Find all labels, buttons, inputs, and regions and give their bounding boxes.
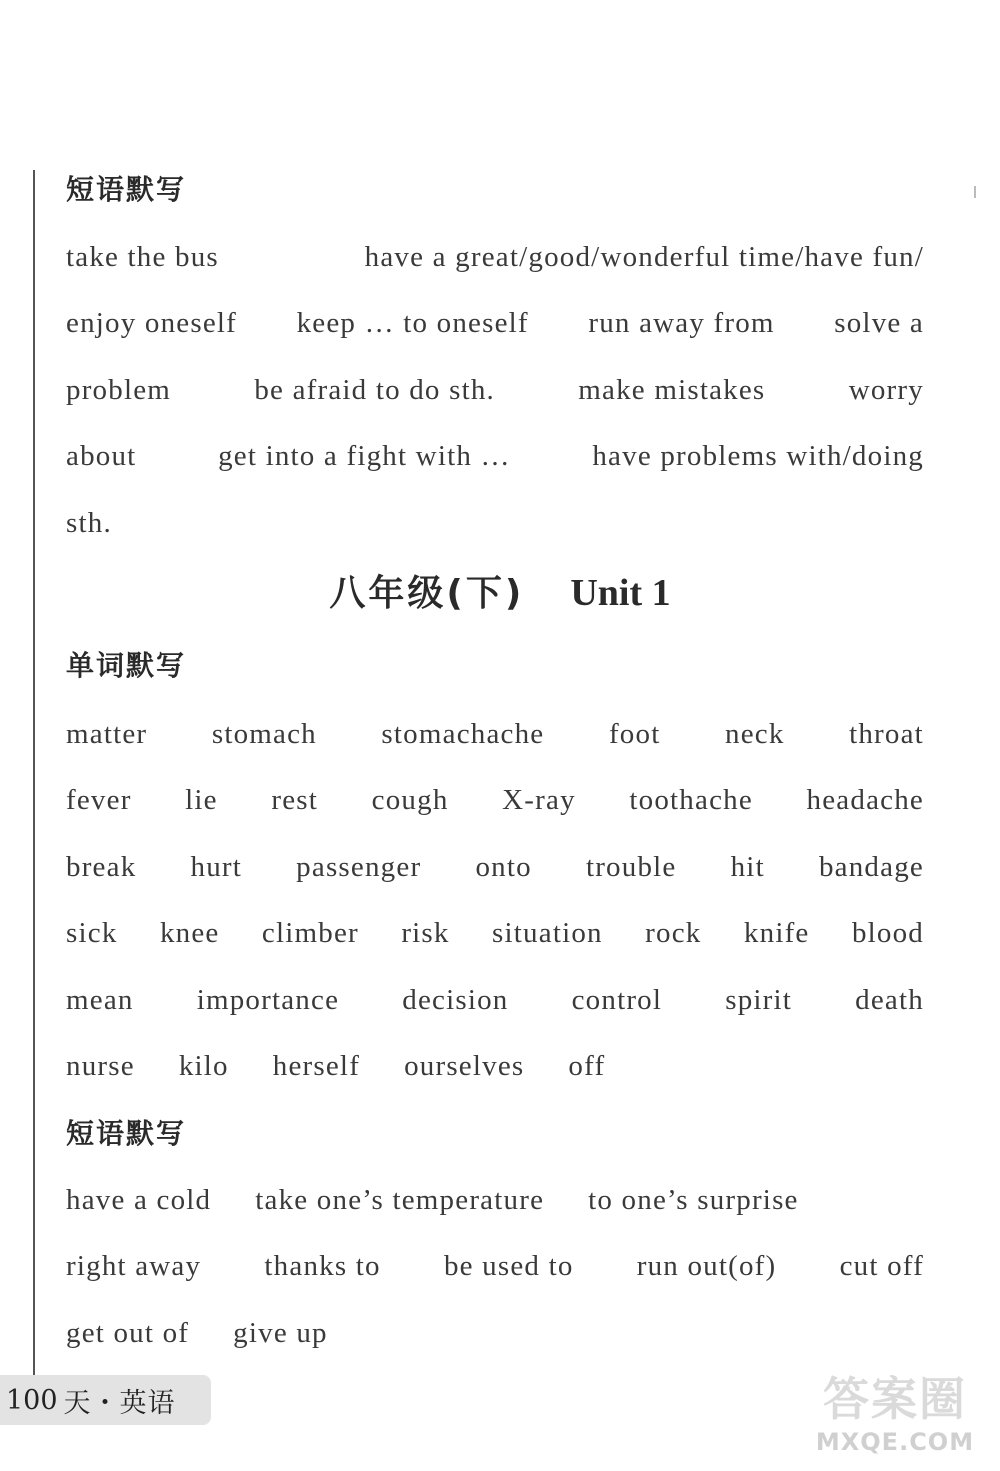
- list-item: stomach: [211, 717, 317, 750]
- list-item: risk: [401, 917, 450, 949]
- book-label: 天・英语: [63, 1387, 176, 1419]
- list-item: get into a fight with …: [218, 440, 511, 472]
- list-item: rest: [271, 784, 319, 816]
- text-row: [66, 1047, 924, 1087]
- list-item: foot: [608, 717, 661, 750]
- list-item: knife: [743, 917, 810, 949]
- list-item: situation: [492, 917, 603, 949]
- list-item: blood: [851, 917, 924, 949]
- text-row: [66, 370, 924, 410]
- footer-book-badge: [0, 1375, 211, 1425]
- list-item: ourselves: [404, 1050, 525, 1082]
- list-item: passenger: [296, 850, 422, 883]
- text-row: [66, 1180, 924, 1220]
- list-item: keep … to oneself: [296, 307, 529, 339]
- list-item: rock: [645, 917, 702, 949]
- list-item: have a great/good/wonderful time/have fun/: [364, 240, 924, 273]
- list-item: run out(of): [636, 1250, 777, 1282]
- list-item: run away from: [588, 307, 775, 339]
- list-item: be afraid to do sth.: [254, 373, 495, 406]
- list-item: off: [568, 1050, 606, 1082]
- list-item: thanks to: [264, 1250, 381, 1282]
- list-item: matter: [66, 717, 148, 750]
- list-item: toothache: [629, 784, 753, 816]
- list-item: death: [855, 983, 924, 1016]
- list-item: onto: [475, 850, 532, 883]
- list-item: sth.: [66, 506, 112, 539]
- watermark-logo: [800, 1370, 990, 1465]
- words-heading: 单词默写: [66, 649, 187, 682]
- text-row: [66, 914, 924, 954]
- left-margin-rule: [33, 170, 35, 1375]
- list-item: trouble: [585, 850, 677, 883]
- unit-title: [0, 574, 1000, 612]
- list-item: get out of: [66, 1316, 190, 1349]
- list-item: solve a: [834, 307, 924, 339]
- list-item: neck: [725, 717, 785, 750]
- list-item: right away: [66, 1250, 202, 1282]
- list-item: worry: [848, 373, 924, 406]
- list-item: stomachache: [381, 717, 545, 750]
- list-item: bandage: [818, 850, 924, 883]
- list-item: decision: [402, 983, 509, 1016]
- list-item: headache: [806, 784, 924, 816]
- list-item: spirit: [725, 983, 793, 1016]
- list-item: knee: [159, 917, 220, 949]
- list-item: cut off: [839, 1250, 924, 1282]
- text-row: [66, 847, 924, 887]
- list-item: fever: [66, 784, 132, 816]
- list-item: have a cold: [66, 1183, 212, 1216]
- list-item: problem: [66, 373, 172, 406]
- list-item: enjoy oneself: [66, 307, 238, 339]
- text-row: [66, 781, 924, 821]
- text-row: [66, 980, 924, 1020]
- list-item: kilo: [178, 1050, 229, 1082]
- list-item: to one’s surprise: [588, 1183, 799, 1216]
- watermark-cn: 答案圈: [823, 1372, 967, 1426]
- list-item: sick: [66, 917, 118, 949]
- text-row: [66, 503, 924, 543]
- scan-speck: [974, 186, 976, 198]
- list-item: X-ray: [502, 784, 576, 816]
- list-item: herself: [272, 1050, 361, 1082]
- watermark-url: MXQE.COM: [815, 1428, 975, 1456]
- list-item: make mistakes: [578, 373, 766, 406]
- list-item: throat: [849, 717, 924, 750]
- list-item: nurse: [66, 1050, 135, 1082]
- text-row: [66, 237, 924, 277]
- list-item: lie: [185, 784, 218, 816]
- text-row: [66, 1313, 924, 1353]
- list-item: importance: [196, 983, 340, 1016]
- list-item: hit: [730, 850, 765, 883]
- list-item: about: [66, 440, 137, 472]
- list-item: climber: [261, 917, 359, 949]
- page-number: 100: [6, 1384, 58, 1416]
- list-item: control: [571, 983, 663, 1016]
- unit-title-cn: 八年级(下): [329, 573, 525, 614]
- list-item: break: [66, 850, 137, 883]
- text-row: [66, 437, 924, 477]
- text-row: [66, 714, 924, 754]
- list-item: take one’s temperature: [255, 1183, 545, 1216]
- list-item: give up: [233, 1316, 328, 1349]
- list-item: be used to: [443, 1250, 574, 1282]
- list-item: hurt: [190, 850, 243, 883]
- text-row: [66, 1247, 924, 1287]
- list-item: cough: [371, 784, 449, 816]
- phrases-heading-top: 短语默写: [66, 173, 187, 206]
- list-item: mean: [66, 983, 134, 1016]
- list-item: have problems with/doing: [592, 440, 924, 472]
- list-item: take the bus: [66, 240, 219, 273]
- text-row: [66, 304, 924, 344]
- unit-title-en: Unit 1: [570, 572, 671, 614]
- phrases-heading-bottom: 短语默写: [66, 1117, 187, 1150]
